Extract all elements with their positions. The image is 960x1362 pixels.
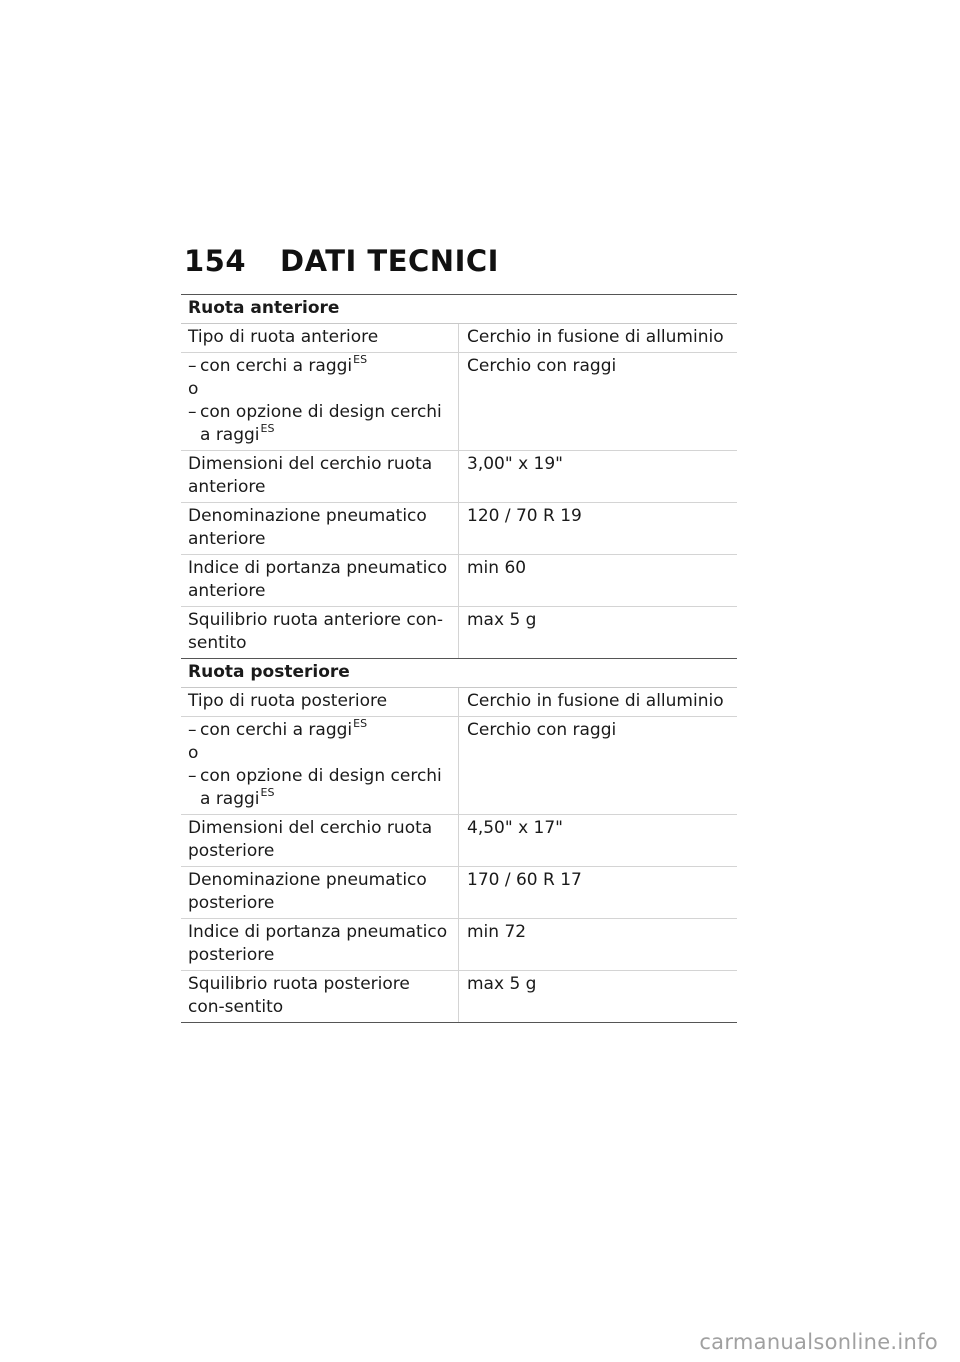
front-imbalance-value: max 5 g [467, 610, 537, 630]
or-text: o [188, 379, 199, 399]
rear-tyre-value: 170 / 60 R 17 [467, 870, 582, 890]
front-type-label: Tipo di ruota anteriore [181, 324, 459, 352]
option-line: – con cerchi a raggi$^{ES}$ [188, 353, 368, 376]
front-load-label: Indice di portanza pneumatico anteriore [181, 555, 459, 606]
table-row [181, 353, 737, 451]
front-rim-value: 3,00" x 19" [467, 454, 563, 474]
table-row [181, 555, 737, 607]
option-text: con cerchi a raggi [200, 356, 353, 376]
table-row [181, 971, 737, 1023]
rear-option-value: Cerchio con raggi [467, 720, 617, 740]
section-title-rear: Ruota posteriore [181, 659, 737, 688]
rear-rim-value: 4,50" x 17" [467, 818, 563, 838]
rear-imbalance-value: max 5 g [467, 974, 537, 994]
option-line: – con cerchi a raggi$^{ES}$ [188, 717, 368, 740]
table-row [181, 688, 737, 717]
table-row [181, 503, 737, 555]
option-text: con cerchi a raggi [200, 720, 353, 740]
rear-load-label: Indice di portanza pneumatico posteriore [181, 919, 459, 970]
front-load-value: min 60 [467, 558, 527, 578]
option-text: con opzione di design cerchi a raggi [200, 766, 442, 809]
front-rim-label: Dimensioni del cerchio ruota anteriore [181, 451, 459, 502]
rear-type-value: Cerchio in fusione di alluminio [467, 691, 724, 711]
option-line: – con opzione di design cerchi a raggi$^{ES}$ [188, 402, 442, 445]
watermark: carmanualsonline.info [699, 1330, 938, 1354]
rear-option-label [181, 717, 459, 814]
table-row [181, 607, 737, 659]
rear-rim-label: Dimensioni del cerchio ruota posteriore [181, 815, 459, 866]
option-text: con opzione di design cerchi a raggi [200, 402, 442, 445]
option-line: – con opzione di design cerchi a raggi$^{ES}$ [188, 766, 442, 809]
page-number: 154 [184, 244, 247, 278]
front-imbalance-label: Squilibrio ruota anteriore con-sentito [181, 607, 459, 658]
front-tyre-value: 120 / 70 R 19 [467, 506, 582, 526]
es-marker: ES [353, 717, 368, 730]
rear-imbalance-label: Squilibrio ruota posteriore con-sentito [181, 971, 459, 1022]
es-marker: ES [353, 353, 368, 366]
es-marker: ES [260, 422, 275, 435]
rear-load-value: min 72 [467, 922, 527, 942]
rear-tyre-label: Denominazione pneumatico posteriore [181, 867, 459, 918]
page-title: DATI TECNICI [280, 244, 499, 278]
table-row [181, 324, 737, 353]
or-text: o [188, 743, 199, 763]
spec-table [181, 294, 737, 1023]
table-row [181, 717, 737, 815]
section-title-front: Ruota anteriore [181, 295, 737, 324]
table-row [181, 867, 737, 919]
front-type-value: Cerchio in fusione di alluminio [467, 327, 724, 347]
front-option-value: Cerchio con raggi [467, 356, 617, 376]
es-marker: ES [260, 786, 275, 799]
front-tyre-label: Denominazione pneumatico anteriore [181, 503, 459, 554]
front-option-label [181, 353, 459, 450]
rear-type-label: Tipo di ruota posteriore [181, 688, 459, 716]
table-row [181, 451, 737, 503]
table-row [181, 815, 737, 867]
table-row [181, 919, 737, 971]
page-header [184, 244, 499, 278]
